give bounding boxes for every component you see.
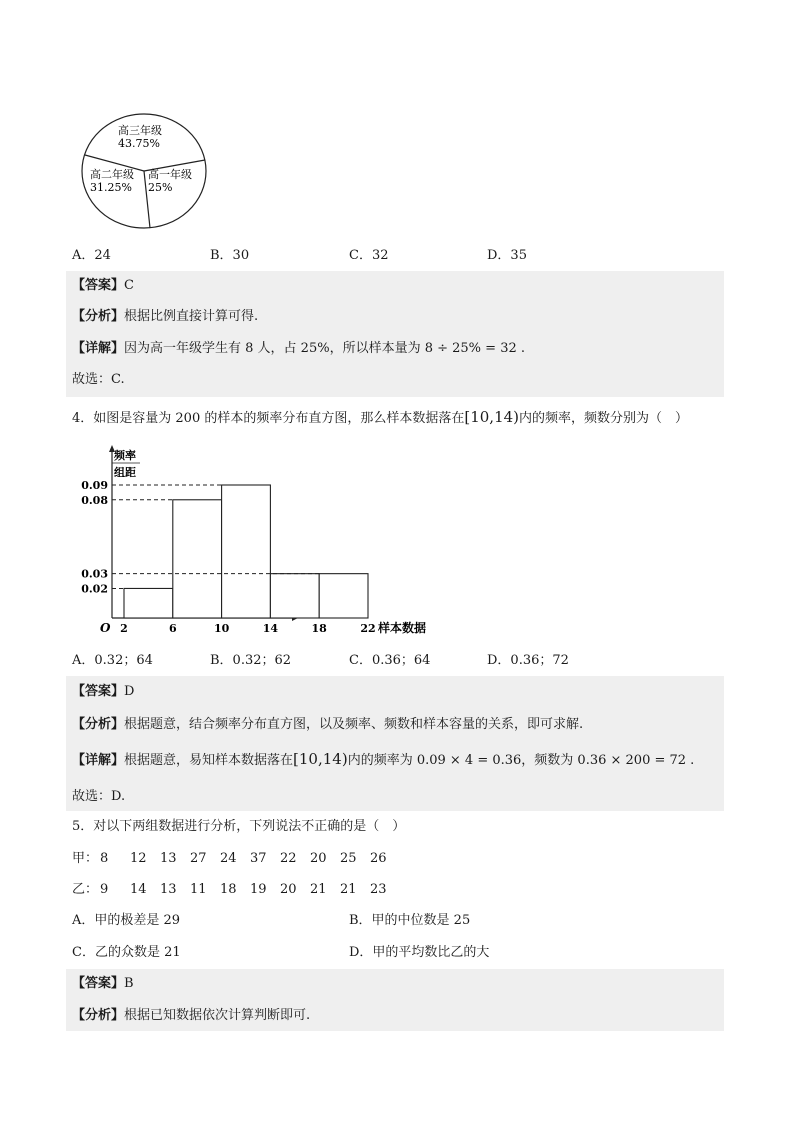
histogram-bar — [319, 574, 368, 618]
x-axis-label: 样本数据 — [378, 621, 427, 635]
answer-tag: 【答案】 — [72, 976, 125, 991]
q3-solution-block — [66, 271, 724, 397]
analysis-text: 根据比例直接计算可得. — [124, 309, 259, 324]
y-tick-label: 0.03 — [81, 567, 108, 581]
x-tick-label: 6 — [168, 622, 177, 635]
q4-answer — [72, 682, 134, 702]
pie-percent-senior1: 25% — [148, 181, 173, 194]
analysis-text: 根据题意，结合频率分布直方图，以及频率、频数和样本容量的关系，即可求解. — [124, 717, 584, 732]
analysis-tag: 【分析】 — [72, 1008, 125, 1023]
yi-value: 23 — [370, 882, 387, 897]
answer-text: B — [124, 976, 134, 991]
answer-text: D — [124, 684, 135, 699]
yi-value: 13 — [160, 882, 177, 897]
y-axis-label-top: 频率 — [114, 449, 136, 462]
q3-option-c: C．32 — [349, 248, 389, 263]
histogram-bar — [124, 588, 173, 618]
q4-stem-pre: 4．如图是容量为 200 的样本的频率分布直方图，那么样本数据落在 — [72, 411, 465, 426]
pie-label-senior1: 高一年级 — [148, 168, 192, 181]
y-tick-label: 0.08 — [81, 493, 108, 507]
q4-detail — [72, 749, 694, 771]
q4-stem-post: 内的频率，频数分别为（ ） — [519, 411, 689, 426]
pie-percent-senior3: 43.75% — [118, 137, 160, 150]
pie-label-senior3: 高三年级 — [118, 124, 162, 137]
yi-value: 18 — [220, 882, 237, 897]
q5-yi-row — [72, 880, 400, 900]
x-tick-label: 10 — [213, 622, 230, 635]
jia-value: 24 — [220, 851, 237, 866]
y-tick-label: 0.09 — [81, 479, 108, 492]
jia-value: 8 — [100, 851, 109, 866]
y-tick-label: 0.02 — [81, 582, 108, 596]
q4-analysis — [72, 715, 583, 735]
q5-jia-row — [72, 849, 400, 869]
q4-solution-block — [66, 676, 724, 811]
jia-label: 甲： — [72, 851, 99, 866]
q3-option-b: B．30 — [210, 248, 250, 263]
origin-label: O — [100, 621, 111, 635]
q3-option-a: A．24 — [72, 248, 111, 263]
x-tick-label: 14 — [262, 622, 279, 635]
analysis-text: 根据已知数据依次计算判断即可. — [124, 1008, 311, 1023]
yi-value: 14 — [130, 882, 147, 897]
q4-interval: [10,14) — [464, 408, 520, 426]
analysis-tag: 【分析】 — [72, 717, 125, 732]
yi-value: 21 — [340, 882, 357, 897]
x-tick-label: 22 — [360, 622, 376, 635]
q3-detail — [72, 339, 525, 359]
answer-tag: 【答案】 — [72, 278, 125, 293]
detail-mid: 内的频率为 0.09 × 4 = 0.36，频数为 0.36 × 200 = 72 . — [347, 753, 695, 768]
q3-answer — [72, 276, 134, 296]
q5-option-d: D．甲的平均数比乙的大 — [349, 945, 490, 960]
y-axis-label-bottom: 组距 — [114, 466, 136, 479]
q5-option-a: A．甲的极差是 29 — [72, 913, 181, 928]
yi-value: 9 — [100, 882, 109, 897]
x-tick-label: 2 — [120, 622, 128, 635]
yi-value: 19 — [250, 882, 267, 897]
jia-value: 26 — [370, 851, 387, 866]
q5-option-c: C．乙的众数是 21 — [72, 945, 181, 960]
q5-analysis — [72, 1006, 310, 1026]
pie-percent-senior2: 31.25% — [90, 181, 132, 194]
q4-option-b: B．0.32；62 — [210, 653, 292, 668]
histogram-bar — [222, 485, 271, 618]
detail-pre: 根据题意，易知样本数据落在 — [124, 753, 294, 768]
jia-value: 20 — [310, 851, 327, 866]
detail-tag: 【详解】 — [72, 341, 125, 356]
answer-text: C — [124, 278, 134, 293]
detail-tag: 【详解】 — [72, 753, 125, 768]
yi-label: 乙： — [72, 882, 99, 897]
q5-stem: 5．对以下两组数据进行分析，下列说法不正确的是（ ） — [72, 819, 406, 834]
jia-value: 25 — [340, 851, 357, 866]
detail-text: 因为高一年级学生有 8 人，占 25%，所以样本量为 8 ÷ 25% = 32 . — [124, 341, 525, 356]
jia-value: 37 — [250, 851, 267, 866]
q4-stem — [72, 407, 688, 429]
jia-value: 22 — [280, 851, 297, 866]
answer-tag: 【答案】 — [72, 684, 125, 699]
q4-option-d: D．0.36；72 — [487, 653, 569, 668]
q4-option-c: C．0.36；64 — [349, 653, 431, 668]
histogram-bar — [173, 500, 222, 618]
jia-value: 13 — [160, 851, 177, 866]
q5-answer — [72, 974, 134, 994]
jia-value: 27 — [190, 851, 207, 866]
q3-option-d: D．35 — [487, 248, 527, 263]
q4-choice: 故选：D. — [72, 789, 126, 804]
analysis-tag: 【分析】 — [72, 309, 125, 324]
histogram-bar — [270, 574, 319, 618]
pie-chart — [78, 110, 212, 234]
pie-label-senior2: 高二年级 — [90, 168, 134, 181]
detail-interval: [10,14) — [293, 750, 348, 768]
yi-value: 20 — [280, 882, 297, 897]
q3-choice: 故选：C. — [72, 372, 125, 387]
q5-option-b: B．甲的中位数是 25 — [349, 913, 471, 928]
yi-value: 11 — [190, 882, 207, 897]
q4-option-a: A．0.32；64 — [72, 653, 153, 668]
jia-value: 12 — [130, 851, 147, 866]
q3-analysis — [72, 307, 258, 327]
frequency-histogram — [74, 442, 427, 638]
x-tick-label: 18 — [311, 622, 327, 635]
yi-value: 21 — [310, 882, 327, 897]
